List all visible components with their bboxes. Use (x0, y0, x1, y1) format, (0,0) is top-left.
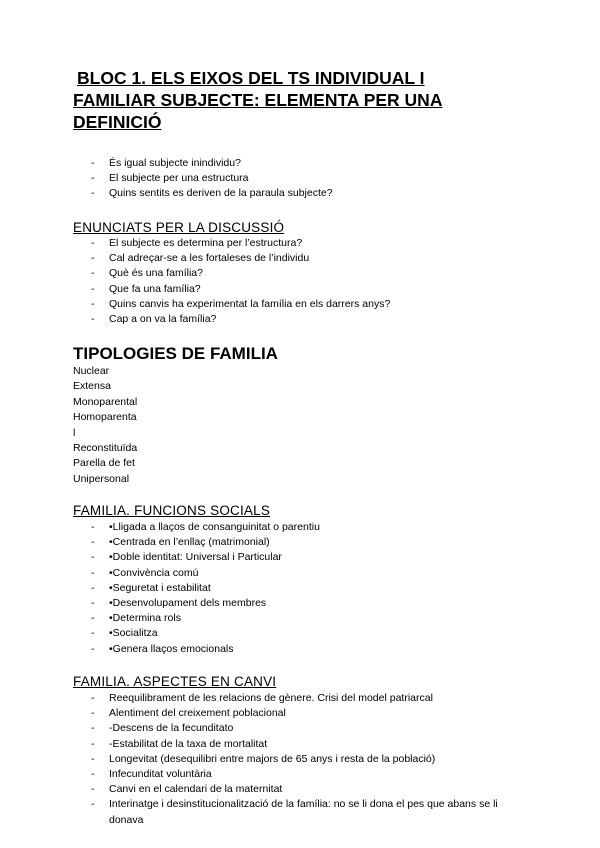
title-line-3: DEFINICIÓ (73, 112, 162, 132)
list-item: - Alentiment del creixement poblacional (73, 706, 509, 721)
title-line-1: BLOC 1. ELS EIXOS DEL TS INDIVIDUAL I (77, 68, 425, 88)
enunciats-list (73, 236, 390, 327)
list-item: - -Descens de la fecunditato (73, 721, 509, 736)
section-heading-enunciats: ENUNCIATS PER LA DISCUSSIÓ (73, 220, 285, 235)
section-heading-funcions: FAMILIA. FUNCIONS SOCIALS (73, 503, 271, 518)
list-item: - Quins sentits es deriven de la paraula subjecte? (73, 186, 333, 201)
canvi-list (73, 691, 509, 828)
list-item: - •Genera llaços emocionals (73, 642, 320, 657)
title-line-2: FAMILIAR SUBJECTE: ELEMENTA PER UNA (73, 90, 443, 110)
list-item: - Canvi en el calendari de la maternitat (73, 782, 509, 797)
list-item: - •Convivència comú (73, 566, 320, 581)
questions-list (73, 156, 333, 202)
list-item: - El subjecte per una estructura (73, 171, 333, 186)
section-heading-tipologies: TIPOLOGIES DE FAMILIA (73, 344, 278, 363)
list-item: - El subjecte es determina per l’estructura? (73, 236, 390, 251)
list-item: Extensa (73, 380, 111, 393)
list-item: - Infecunditat voluntària (73, 767, 509, 782)
list-item: - •Doble identitat: Universal i Particular (73, 550, 320, 565)
list-item: Unipersonal (73, 472, 130, 485)
list-item: l (73, 426, 76, 439)
page-title (73, 67, 543, 133)
list-item: Nuclear (73, 365, 110, 377)
list-item: - Cap a on va la família? (73, 312, 390, 327)
list-item: - •Centrada en l’enllaç (matrimonial) (73, 535, 320, 550)
list-item: - •Socialitza (73, 626, 320, 641)
list-item: - Què és una família? (73, 266, 390, 281)
list-item: - •Determina rols (73, 611, 320, 626)
list-item: - •Lligada a llaços de consanguinitat o parentiu (73, 520, 320, 535)
list-item: Reconstituïda (73, 442, 138, 455)
list-item: - -Estabilitat de la taxa de mortalitat (73, 737, 509, 752)
list-item: - Reequilibrament de les relacions de gènere. Crisi del model patriarcal (73, 691, 509, 706)
list-item: Monoparental (73, 395, 138, 408)
funcions-list (73, 520, 320, 657)
list-item: - És igual subjecte inindividu? (73, 156, 333, 171)
tipologies-list (73, 364, 137, 487)
list-item: - •Desenvolupament dels membres (73, 596, 320, 611)
list-item: - •Seguretat i estabilitat (73, 581, 320, 596)
list-item: - Cal adreçar-se a les fortaleses de l’individu (73, 251, 390, 266)
list-item: - Interinatge i desinstitucionalització de la família: no se li dona el pes que abans se li donava (73, 797, 509, 827)
list-item: Homoparenta (73, 411, 137, 424)
list-item: - Que fa una família? (73, 282, 390, 297)
section-heading-canvi: FAMILIA. ASPECTES EN CANVI (73, 674, 277, 689)
list-item: - Quins canvis ha experimentat la família en els darrers anys? (73, 297, 390, 312)
list-item: Parella de fet (73, 457, 135, 470)
list-item: - Longevitat (desequilibri entre majors de 65 anys i resta de la població) (73, 752, 509, 767)
